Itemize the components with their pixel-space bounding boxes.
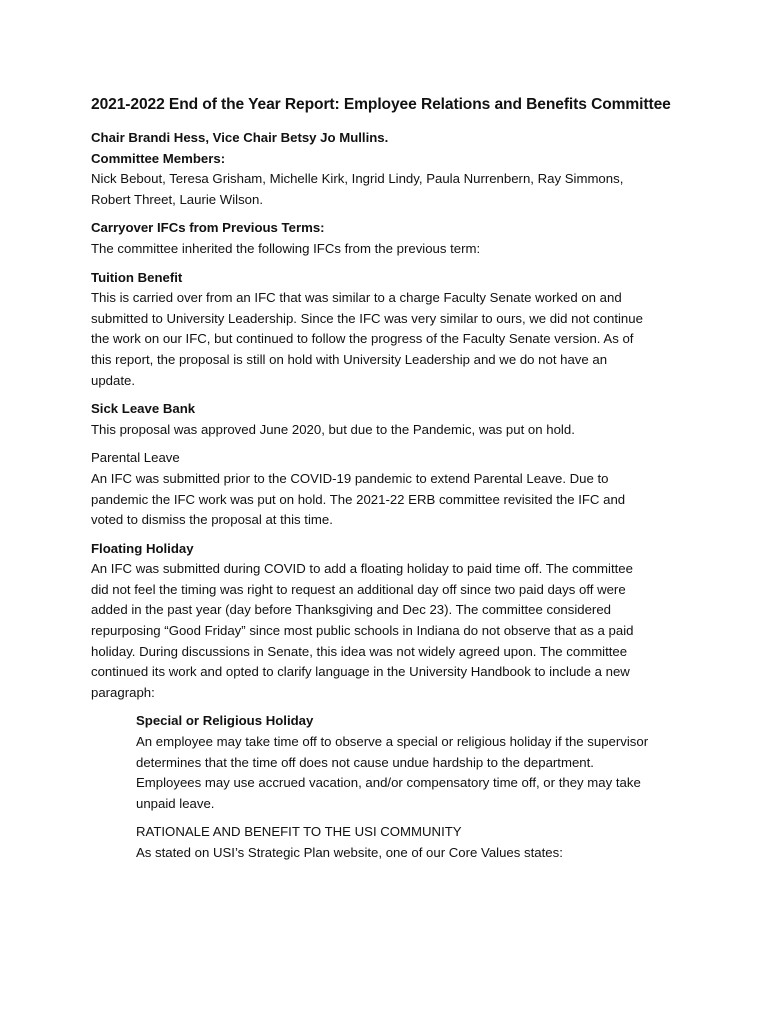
- tuition-line: the work on our IFC, but continued to follow the progress of the Faculty Senate version. As of: [91, 331, 634, 347]
- parental-leave-line: An IFC was submitted prior to the COVID-19 pandemic to extend Parental Leave. Due to: [91, 470, 609, 486]
- special-holiday-line: unpaid leave.: [136, 795, 215, 811]
- sick-leave-heading: Sick Leave Bank: [91, 401, 196, 417]
- floating-holiday-heading: Floating Holiday: [91, 540, 194, 556]
- document-page: [91, 94, 691, 864]
- carryover-heading: Carryover IFCs from Previous Terms:: [91, 220, 325, 236]
- floating-holiday-line: holiday. During discussions in Senate, this idea was not widely agreed upon. The committee: [91, 643, 628, 659]
- tuition-line: This is carried over from an IFC that was similar to a charge Faculty Senate worked on and: [91, 290, 622, 306]
- rationale-heading: RATIONALE AND BENEFIT TO THE USI COMMUNITY: [136, 824, 462, 840]
- document-title: 2021-2022 End of the Year Report: Employee Relations and Benefits Committee: [91, 96, 671, 113]
- sick-leave-text: This proposal was approved June 2020, but due to the Pandemic, was put on hold.: [91, 421, 575, 437]
- tuition-heading: Tuition Benefit: [91, 269, 183, 285]
- members-line: Robert Threet, Laurie Wilson.: [91, 191, 264, 207]
- special-holiday-line: An employee may take time off to observe a special or religious holiday if the supervisor: [136, 734, 649, 750]
- parental-leave-line: voted to dismiss the proposal at this time.: [91, 512, 333, 528]
- floating-holiday-line: added in the past year (day before Thanksgiving and Dec 23). The committee considered: [91, 602, 611, 618]
- special-holiday-line: determines that the time off does not cause undue hardship to the department.: [136, 754, 594, 770]
- members-heading: Committee Members:: [91, 150, 226, 166]
- floating-holiday-line: did not feel the timing was right to request an additional day off since two paid days off were: [91, 581, 626, 597]
- chairs-line: Chair Brandi Hess, Vice Chair Betsy Jo Mullins.: [91, 130, 389, 145]
- tuition-line: submitted to University Leadership. Since the IFC was very similar to ours, we did not continue: [91, 310, 643, 326]
- parental-leave-heading: Parental Leave: [91, 450, 180, 466]
- special-holiday-line: Employees may use accrued vacation, and/or compensatory time off, or they may take: [136, 775, 641, 791]
- parental-leave-line: pandemic the IFC work was put on hold. The 2021-22 ERB committee revisited the IFC and: [91, 491, 626, 507]
- carryover-text: The committee inherited the following IFCs from the previous term:: [91, 240, 481, 256]
- floating-holiday-line: paragraph:: [91, 684, 155, 700]
- special-holiday-heading: Special or Religious Holiday: [136, 713, 314, 729]
- tuition-line: this report, the proposal is still on hold with University Leadership and we do not have an: [91, 351, 608, 367]
- rationale-text: As stated on USI’s Strategic Plan website, one of our Core Values states:: [136, 845, 563, 860]
- floating-holiday-line: An IFC was submitted during COVID to add a floating holiday to paid time off. The committee: [91, 561, 633, 577]
- floating-holiday-line: continued its work and opted to clarify language in the University Handbook to include a new: [91, 664, 630, 680]
- tuition-line: update.: [91, 372, 135, 388]
- floating-holiday-line: repurposing “Good Friday” since most public schools in Indiana do not observe that as a paid: [91, 623, 634, 639]
- members-line: Nick Bebout, Teresa Grisham, Michelle Kirk, Ingrid Lindy, Paula Nurrenbern, Ray Simmons,: [91, 171, 624, 187]
